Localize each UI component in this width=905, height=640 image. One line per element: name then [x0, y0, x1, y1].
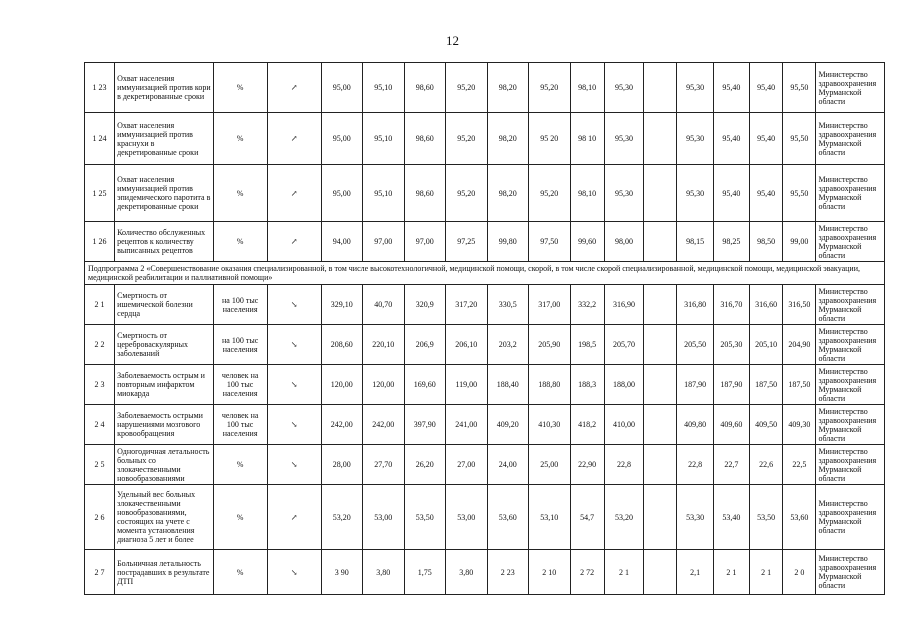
trend-arrow-icon: ↘ — [267, 285, 321, 325]
value-cell: 53,60 — [783, 485, 816, 550]
value-cell: 241,00 — [446, 405, 488, 445]
value-cell: 120,00 — [321, 365, 363, 405]
value-cell: 53,60 — [487, 485, 529, 550]
trend-arrow-icon: ↘ — [267, 405, 321, 445]
value-cell: 97,50 — [529, 222, 571, 262]
trend-arrow-icon: ↗ — [267, 222, 321, 262]
empty-cell — [644, 285, 677, 325]
table-row — [85, 113, 885, 165]
value-cell: 95,20 — [446, 113, 488, 165]
table-row — [85, 165, 885, 222]
value-cell: 208,60 — [321, 325, 363, 365]
responsible-org: Министерство здравоохранения Мурманской области — [816, 485, 885, 550]
value-cell: 418,2 — [570, 405, 604, 445]
value-cell: 53,20 — [604, 485, 643, 550]
value-cell: 53,00 — [446, 485, 488, 550]
responsible-org: Министерство здравоохранения Мурманской области — [816, 550, 885, 595]
value-cell: 187,90 — [713, 365, 749, 405]
value-cell: 409,80 — [677, 405, 713, 445]
value-cell: 409,30 — [783, 405, 816, 445]
page-number: 12 — [446, 33, 459, 48]
value-cell: 2 1 — [604, 550, 643, 595]
row-number: 2 3 — [85, 365, 115, 405]
row-number: 1 25 — [85, 165, 115, 222]
value-cell: 98,20 — [487, 165, 529, 222]
table-row — [85, 222, 885, 262]
value-cell: 95,40 — [750, 113, 783, 165]
row-number: 2 7 — [85, 550, 115, 595]
empty-cell — [644, 63, 677, 113]
value-cell: 2,1 — [677, 550, 713, 595]
empty-cell — [644, 113, 677, 165]
value-cell: 53,30 — [677, 485, 713, 550]
value-cell: 95,30 — [677, 113, 713, 165]
table-row — [85, 325, 885, 365]
value-cell: 2 0 — [783, 550, 816, 595]
value-cell: 2 10 — [529, 550, 571, 595]
value-cell: 28,00 — [321, 445, 363, 485]
unit: % — [213, 550, 267, 595]
value-cell: 98,15 — [677, 222, 713, 262]
unit: % — [213, 485, 267, 550]
value-cell: 95,40 — [750, 165, 783, 222]
value-cell: 99,80 — [487, 222, 529, 262]
value-cell: 95,20 — [529, 165, 571, 222]
empty-cell — [644, 165, 677, 222]
value-cell: 54,7 — [570, 485, 604, 550]
value-cell: 97,25 — [446, 222, 488, 262]
value-cell: 188,80 — [529, 365, 571, 405]
value-cell: 206,10 — [446, 325, 488, 365]
value-cell: 25,00 — [529, 445, 571, 485]
value-cell: 95,00 — [321, 63, 363, 113]
unit: человек на 100 тыс населения — [213, 365, 267, 405]
value-cell: 98,60 — [404, 63, 446, 113]
indicator-name: Удельный вес больных злокачественными новообразованиями, состоящих на учете с момента установления диагноза 5 лет и более — [115, 485, 214, 550]
value-cell: 95,20 — [446, 165, 488, 222]
row-number: 1 23 — [85, 63, 115, 113]
responsible-org: Министерство здравоохранения Мурманской области — [816, 325, 885, 365]
value-cell: 410,30 — [529, 405, 571, 445]
responsible-org: Министерство здравоохранения Мурманской области — [816, 405, 885, 445]
value-cell: 53,00 — [363, 485, 405, 550]
unit: % — [213, 445, 267, 485]
indicator-name: Больничная летальность пострадавших в результате ДТП — [115, 550, 214, 595]
value-cell: 2 23 — [487, 550, 529, 595]
value-cell: 316,80 — [677, 285, 713, 325]
value-cell: 330,5 — [487, 285, 529, 325]
value-cell: 95,40 — [750, 63, 783, 113]
value-cell: 95,30 — [677, 63, 713, 113]
value-cell: 95,40 — [713, 165, 749, 222]
table-row — [85, 285, 885, 325]
value-cell: 95,10 — [363, 113, 405, 165]
row-number: 2 5 — [85, 445, 115, 485]
value-cell: 22,90 — [570, 445, 604, 485]
value-cell: 22,8 — [604, 445, 643, 485]
row-number: 2 1 — [85, 285, 115, 325]
value-cell: 95,50 — [783, 63, 816, 113]
value-cell: 95,10 — [363, 165, 405, 222]
trend-arrow-icon: ↗ — [267, 113, 321, 165]
empty-cell — [644, 365, 677, 405]
value-cell: 187,50 — [783, 365, 816, 405]
value-cell: 95,30 — [604, 113, 643, 165]
value-cell: 22,7 — [713, 445, 749, 485]
empty-cell — [644, 405, 677, 445]
value-cell: 188,00 — [604, 365, 643, 405]
value-cell: 27,70 — [363, 445, 405, 485]
value-cell: 205,50 — [677, 325, 713, 365]
value-cell: 187,50 — [750, 365, 783, 405]
value-cell: 95,30 — [604, 63, 643, 113]
value-cell: 53,20 — [321, 485, 363, 550]
value-cell: 242,00 — [363, 405, 405, 445]
table-row — [85, 550, 885, 595]
value-cell: 95,20 — [446, 63, 488, 113]
responsible-org: Министерство здравоохранения Мурманской области — [816, 222, 885, 262]
row-number: 2 4 — [85, 405, 115, 445]
indicator-name: Охват населения иммунизацией против кори в декретированные сроки — [115, 63, 214, 113]
value-cell: 329,10 — [321, 285, 363, 325]
indicator-name: Охват населения иммунизацией против краснухи в декретированные сроки — [115, 113, 214, 165]
empty-cell — [644, 222, 677, 262]
value-cell: 95,40 — [713, 63, 749, 113]
empty-cell — [644, 550, 677, 595]
row-number: 2 6 — [85, 485, 115, 550]
value-cell: 220,10 — [363, 325, 405, 365]
unit: человек на 100 тыс населения — [213, 405, 267, 445]
empty-cell — [644, 485, 677, 550]
value-cell: 198,5 — [570, 325, 604, 365]
value-cell: 119,00 — [446, 365, 488, 405]
value-cell: 409,20 — [487, 405, 529, 445]
row-number: 1 24 — [85, 113, 115, 165]
value-cell: 27,00 — [446, 445, 488, 485]
value-cell: 22,6 — [750, 445, 783, 485]
value-cell: 98,60 — [404, 165, 446, 222]
unit: на 100 тыс населения — [213, 325, 267, 365]
value-cell: 316,90 — [604, 285, 643, 325]
indicator-name: Смертность от цереброваскулярных заболеваний — [115, 325, 214, 365]
value-cell: 3 90 — [321, 550, 363, 595]
value-cell: 95,40 — [713, 113, 749, 165]
value-cell: 206,9 — [404, 325, 446, 365]
value-cell: 397,90 — [404, 405, 446, 445]
indicator-name: Заболеваемость острыми нарушениями мозгового кровообращения — [115, 405, 214, 445]
responsible-org: Министерство здравоохранения Мурманской области — [816, 113, 885, 165]
value-cell: 203,2 — [487, 325, 529, 365]
value-cell: 317,20 — [446, 285, 488, 325]
trend-arrow-icon: ↘ — [267, 445, 321, 485]
value-cell: 316,50 — [783, 285, 816, 325]
value-cell: 95 20 — [529, 113, 571, 165]
value-cell: 95,00 — [321, 113, 363, 165]
value-cell: 98 10 — [570, 113, 604, 165]
value-cell: 1,75 — [404, 550, 446, 595]
value-cell: 53,40 — [713, 485, 749, 550]
value-cell: 205,30 — [713, 325, 749, 365]
value-cell: 22,5 — [783, 445, 816, 485]
value-cell: 95,50 — [783, 113, 816, 165]
value-cell: 409,60 — [713, 405, 749, 445]
value-cell: 3,80 — [363, 550, 405, 595]
indicators-table — [84, 62, 885, 595]
value-cell: 188,3 — [570, 365, 604, 405]
responsible-org: Министерство здравоохранения Мурманской области — [816, 285, 885, 325]
value-cell: 242,00 — [321, 405, 363, 445]
indicator-name: Заболеваемость острым и повторным инфарктом миокарда — [115, 365, 214, 405]
value-cell: 187,90 — [677, 365, 713, 405]
value-cell: 2 72 — [570, 550, 604, 595]
value-cell: 53,10 — [529, 485, 571, 550]
value-cell: 95,30 — [677, 165, 713, 222]
unit: % — [213, 165, 267, 222]
value-cell: 2 1 — [750, 550, 783, 595]
value-cell: 316,70 — [713, 285, 749, 325]
value-cell: 99,00 — [783, 222, 816, 262]
table-row — [85, 445, 885, 485]
trend-arrow-icon: ↘ — [267, 365, 321, 405]
value-cell: 332,2 — [570, 285, 604, 325]
empty-cell — [644, 325, 677, 365]
value-cell: 95,50 — [783, 165, 816, 222]
value-cell: 2 1 — [713, 550, 749, 595]
empty-cell — [644, 445, 677, 485]
value-cell: 97,00 — [404, 222, 446, 262]
value-cell: 94,00 — [321, 222, 363, 262]
row-number: 1 26 — [85, 222, 115, 262]
value-cell: 98,25 — [713, 222, 749, 262]
value-cell: 26,20 — [404, 445, 446, 485]
value-cell: 95,30 — [604, 165, 643, 222]
value-cell: 98,00 — [604, 222, 643, 262]
value-cell: 3,80 — [446, 550, 488, 595]
value-cell: 97,00 — [363, 222, 405, 262]
table-row — [85, 485, 885, 550]
value-cell: 98,60 — [404, 113, 446, 165]
subprogram-title: Подпрограмма 2 «Совершенствование оказания специализированной, в том числе высокотехнологичной, медицинской помощи, скорой, в том числе скорой специализированной, медицинской помощи, медицинской эвакуации, медицинской реабилитации и паллиативной помощи» — [85, 262, 885, 285]
value-cell: 98,50 — [750, 222, 783, 262]
value-cell: 320,9 — [404, 285, 446, 325]
value-cell: 98,20 — [487, 113, 529, 165]
value-cell: 169,60 — [404, 365, 446, 405]
value-cell: 204,90 — [783, 325, 816, 365]
value-cell: 205,70 — [604, 325, 643, 365]
subprogram-row — [85, 262, 885, 285]
indicator-name: Смертность от ишемической болезни сердца — [115, 285, 214, 325]
value-cell: 99,60 — [570, 222, 604, 262]
value-cell: 95,00 — [321, 165, 363, 222]
value-cell: 120,00 — [363, 365, 405, 405]
value-cell: 205,90 — [529, 325, 571, 365]
value-cell: 98,20 — [487, 63, 529, 113]
value-cell: 22,8 — [677, 445, 713, 485]
indicator-name: Одногодичная летальность больных со злокачественными новообразованиями — [115, 445, 214, 485]
value-cell: 98,10 — [570, 165, 604, 222]
value-cell: 188,40 — [487, 365, 529, 405]
responsible-org: Министерство здравоохранения Мурманской области — [816, 63, 885, 113]
unit: % — [213, 113, 267, 165]
indicator-name: Количество обслуженных рецептов к количеству выписанных рецептов — [115, 222, 214, 262]
value-cell: 95,20 — [529, 63, 571, 113]
value-cell: 410,00 — [604, 405, 643, 445]
trend-arrow-icon: ↗ — [267, 165, 321, 222]
unit: на 100 тыс населения — [213, 285, 267, 325]
trend-arrow-icon: ↘ — [267, 550, 321, 595]
responsible-org: Министерство здравоохранения Мурманской области — [816, 165, 885, 222]
value-cell: 53,50 — [750, 485, 783, 550]
indicator-name: Охват населения иммунизацией против эпидемического паротита в декретированные сроки — [115, 165, 214, 222]
trend-arrow-icon: ↗ — [267, 485, 321, 550]
value-cell: 205,10 — [750, 325, 783, 365]
unit: % — [213, 63, 267, 113]
value-cell: 98,10 — [570, 63, 604, 113]
responsible-org: Министерство здравоохранения Мурманской области — [816, 365, 885, 405]
value-cell: 409,50 — [750, 405, 783, 445]
value-cell: 317,00 — [529, 285, 571, 325]
row-number: 2 2 — [85, 325, 115, 365]
value-cell: 316,60 — [750, 285, 783, 325]
unit: % — [213, 222, 267, 262]
responsible-org: Министерство здравоохранения Мурманской области — [816, 445, 885, 485]
value-cell: 24,00 — [487, 445, 529, 485]
table-row — [85, 63, 885, 113]
table-row — [85, 365, 885, 405]
value-cell: 40,70 — [363, 285, 405, 325]
value-cell: 95,10 — [363, 63, 405, 113]
trend-arrow-icon: ↘ — [267, 325, 321, 365]
trend-arrow-icon: ↗ — [267, 63, 321, 113]
value-cell: 53,50 — [404, 485, 446, 550]
table-row — [85, 405, 885, 445]
